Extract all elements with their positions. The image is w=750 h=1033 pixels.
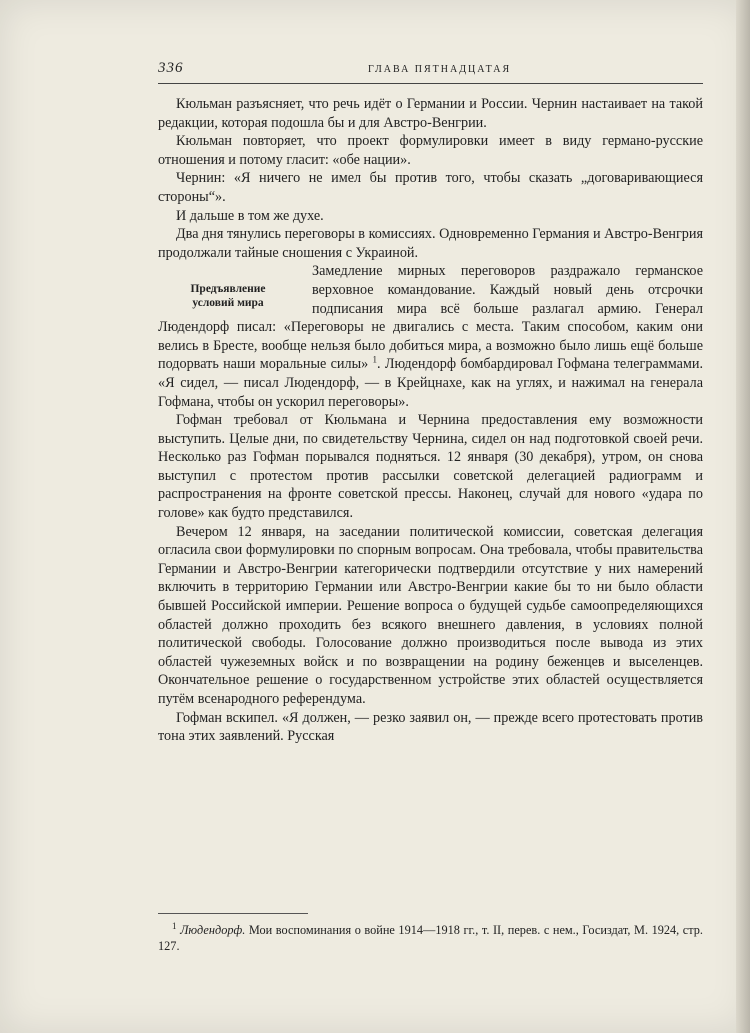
- footnote-text: Мои воспоминания о войне 1914—1918 гг., т. II, перев. с нем., Госиздат, М. 1924, стр. 127.: [158, 923, 703, 953]
- paragraph: Замедление мирных переговоров раздражало германское верховное командование. Каждый новый день отсрочки подписания мира всё больше разлагал армию. Генерал Людендорф писал: «Переговоры не двигались с места. Таким способом, каким они велись в Бресте, вообще нельзя было добиться мира, а возможно было лишь ещё больше подорвать наши моральные силы» $^1$. Людендорф бомбардировал Гофмана телеграммами. «Я сидел, — писал Людендорф, — в Крейцнахе, как на углях, и нажимал на генерала Гофмана, чтобы он ускорил переговоры».: [158, 263, 704, 410]
- paragraph: Вечером 12 января, на заседании политической комиссии, советская делегация огласила свои формулировки по спорным вопросам. Она требовала, чтобы правительства Германии и Австро-Венгрии категорически подтвердили отсутствие у них намерений включить в территорию Германии или Австро-Венгрии какие бы то ни было области бывшей Российской империи. Решение вопроса о будущей судьбе самоопределяющихся областей должно проходить без всякого внешнего давления, в условиях полной политической свободы. Голосование должно производиться после вывода из этих областей чужеземных войск и по возвращении на родину беженцев и выселенцев. Окончательное решение о государственном устройстве этих областей осуществляется путём всенародного референдума.: [158, 523, 703, 707]
- paragraph-text: Замедление мирных переговоров раздражало германское верховное командование. Каждый новый день отсрочки подписания мира всё больше разлагал армию. Генерал Людендорф писал: «Переговоры не двигались с места. Таким способом, каким они велись в Бресте, вообще нельзя было добиться мира, а возможно было лишь ещё больше подорвать наши моральные силы»: [158, 263, 703, 373]
- footnote-reference[interactable]: 1: [372, 354, 378, 365]
- paragraph: И дальше в том же духе.: [176, 207, 324, 224]
- footnote: [158, 922, 703, 954]
- footnote-rule: [158, 913, 308, 914]
- margin-heading-line: Предъявление: [190, 283, 266, 296]
- running-head: ГЛАВА ПЯТНАДЦАТАЯ: [368, 64, 512, 75]
- page-gutter: [736, 0, 750, 1033]
- footnote-author: Людендорф.: [180, 923, 246, 937]
- paragraph: Кюльман разъясняет, что речь идёт о Германии и России. Чернин настаивает на такой редакции, которая подошла бы и для Австро-Венгрии.: [158, 96, 703, 131]
- footnote-marker: 1: [172, 920, 177, 931]
- paragraph: Гофман требовал от Кюльмана и Чернина предоставления ему возможности выступить. Целые дни, по свидетельству Чернина, сидел он над подготовкой своей речи. Несколько раз Гофман порывался подняться. 12 января (30 декабря), утром, он снова выступил с протестом против рассылки советской делегацией радиограмм и распространения на фронте советской прессы. Наконец, случай для нового «удара по голове» как будто представился.: [158, 412, 703, 522]
- page-header: [158, 60, 703, 84]
- paragraph-text: Людендорф бомбардировал Гофмана телеграммами. «Я сидел, — писал Людендорф, — в Крейцнахе, как на углях, и нажимал на генерала Гофмана, чтобы он ускорил переговоры».: [158, 356, 704, 410]
- paragraph: Два дня тянулись переговоры в комиссиях. Одновременно Германия и Австро-Венгрия продолжали тайные сношения с Украиной.: [158, 226, 703, 261]
- header-rule: [158, 83, 703, 84]
- paragraph: Гофман вскипел. «Я должен, — резко заявил он, — прежде всего протестовать против тона этих заявлений. Русская: [158, 709, 703, 745]
- body-text: [158, 95, 703, 746]
- margin-heading: [158, 282, 298, 310]
- page-number: 336: [158, 60, 184, 76]
- margin-heading-line: условий мира: [192, 297, 264, 310]
- paragraph: Чернин: «Я ничего не имел бы против того, чтобы сказать „договаривающиеся стороны“».: [158, 170, 703, 205]
- paragraph: Кюльман повторяет, что проект формулировки имеет в виду германо-русские отношения и потому гласит: «обе нации».: [158, 133, 703, 168]
